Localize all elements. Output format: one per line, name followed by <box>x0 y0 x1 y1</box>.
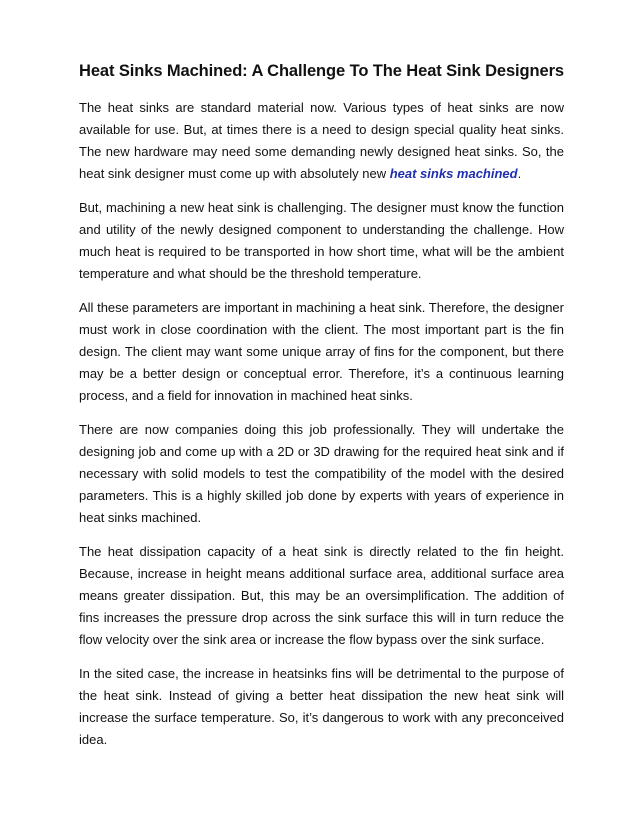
heat-sinks-machined-link[interactable]: heat sinks machined <box>389 166 518 181</box>
paragraph-1 <box>79 97 564 185</box>
document-title: Heat Sinks Machined: A Challenge To The Heat Sink Designers <box>79 62 564 80</box>
document-page <box>79 62 564 763</box>
paragraph-5: The heat dissipation capacity of a heat sink is directly related to the fin height. Because, increase in height means additional surface area, additional surface area means greater dissipation. But, this may be an oversimplification. The addition of fins increases the pressure drop across the sink surface this will in turn reduce the flow velocity over the sink area or increase the flow bypass over the sink surface. <box>79 544 564 647</box>
paragraph-3: All these parameters are important in machining a heat sink. Therefore, the designer must work in close coordination with the client. The most important part is the fin design. The client may want some unique array of fins for the component, but there may be a better design or conceptual error. Therefore, it’s a continuous learning process, and a field for innovation in machined heat sinks. <box>79 300 564 403</box>
paragraph-6: In the sited case, the increase in heatsinks fins will be detrimental to the purpose of the heat sink. Instead of giving a better heat dissipation the new heat sink will increase the surface temperature. So, it’s dangerous to work with any preconceived idea. <box>79 666 564 747</box>
paragraph-text: The heat sinks are standard material now. Various types of heat sinks are now available for use. But, at times there is a need to design special quality heat sinks. The new hardware may need some demanding newly designed heat sinks. So, the heat sink designer must come up with absolutely new <box>79 100 564 181</box>
paragraph-4: There are now companies doing this job professionally. They will undertake the designing job and come up with a 2D or 3D drawing for the required heat sink and if necessary with solid models to test the compatibility of the model with the desired parameters. This is a highly skilled job done by experts with years of experience in heat sinks machined. <box>79 422 564 525</box>
paragraph-2: But, machining a new heat sink is challenging. The designer must know the function and utility of the newly designed component to understanding the challenge. How much heat is required to be transported in how short time, what will be the ambient temperature and what should be the threshold temperature. <box>79 200 564 281</box>
paragraph-text: . <box>517 166 522 181</box>
